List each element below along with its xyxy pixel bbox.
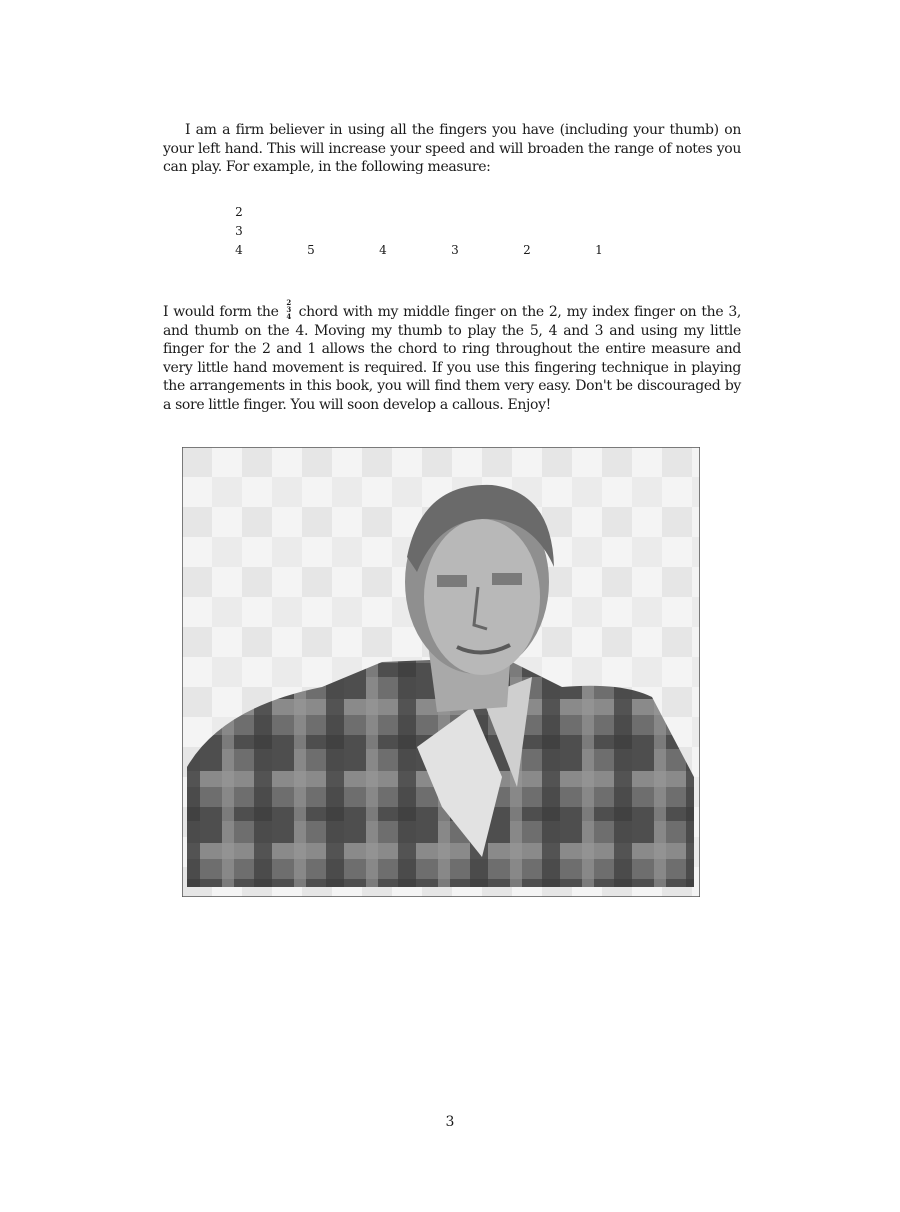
author-portrait-photo xyxy=(182,447,700,897)
explanation-paragraph xyxy=(163,299,741,414)
page-number: 3 xyxy=(445,1114,455,1130)
inline-chord-stack: 2 3 4 xyxy=(286,298,291,321)
chord-note-top: 2 xyxy=(235,205,243,219)
tab-note: 5 xyxy=(307,243,315,257)
chord-note-middle: 3 xyxy=(235,224,243,238)
explanation-text-before: I would form the xyxy=(163,304,284,320)
explanation-text-after: chord with my middle finger on the 2, my index finger on the 3, and thumb on the 4. Moving my thumb to play the 5, 4 and 3 and using my little finger for the 2 and 1 allows the chord to ring throughout the entire measure and very little hand movement is required. If you use this fingering technique in playing the arrangements in this book, you will find them very easy. Don't be discouraged by a sore little finger. You will soon develop a callous. Enjoy! xyxy=(163,304,741,413)
intro-paragraph: I am a firm believer in using all the fingers you have (including your thumb) on your left hand. This will increase your speed and will broaden the range of notes you can play. For example, in the following measure: xyxy=(163,122,741,175)
tab-note: 2 xyxy=(523,243,531,257)
tab-note: 4 xyxy=(379,243,387,257)
tab-note: 1 xyxy=(595,243,603,257)
tab-note: 3 xyxy=(451,243,459,257)
chord-note-bottom: 4 xyxy=(235,243,243,257)
tablature-example xyxy=(230,205,630,265)
